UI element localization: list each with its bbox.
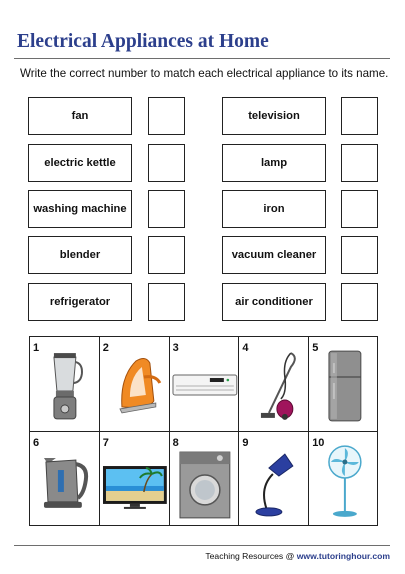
picture-cell-2 <box>100 337 170 431</box>
answer-box-iron[interactable] <box>341 190 378 228</box>
answer-box-washing-machine[interactable] <box>148 190 185 228</box>
picture-number: 7 <box>102 437 109 449</box>
lamp-icon <box>239 432 309 526</box>
name-box-electric-kettle: electric kettle <box>28 144 132 182</box>
instructions: Write the correct number to match each electrical appliance to its name. <box>20 67 389 80</box>
picture-cell-1 <box>30 337 100 431</box>
picture-cell-5 <box>309 337 379 431</box>
blender-icon <box>30 337 100 431</box>
title-divider <box>14 58 390 59</box>
name-box-air-conditioner: air conditioner <box>222 283 326 321</box>
footer-site-link[interactable]: www.tutoringhour.com <box>296 551 390 561</box>
name-box-iron: iron <box>222 190 326 228</box>
answer-box-vacuum-cleaner[interactable] <box>341 236 378 274</box>
picture-number: 3 <box>172 342 179 354</box>
name-box-vacuum-cleaner: vacuum cleaner <box>222 236 326 274</box>
picture-cell-4 <box>239 337 309 431</box>
answer-box-refrigerator[interactable] <box>148 283 185 321</box>
picture-number: 10 <box>312 437 325 449</box>
picture-cell-6 <box>30 432 100 526</box>
picture-number: 4 <box>242 342 249 354</box>
answer-box-air-conditioner[interactable] <box>341 283 378 321</box>
answer-box-blender[interactable] <box>148 236 185 274</box>
picture-number: 8 <box>172 437 179 449</box>
picture-number: 2 <box>102 342 109 354</box>
picture-cell-3 <box>170 337 240 431</box>
picture-number: 9 <box>242 437 249 449</box>
name-box-lamp: lamp <box>222 144 326 182</box>
answer-box-electric-kettle[interactable] <box>148 144 185 182</box>
picture-cell-9 <box>239 432 309 526</box>
air-conditioner-icon <box>170 337 240 431</box>
name-box-television: television <box>222 97 326 135</box>
washing-machine-icon <box>170 432 240 526</box>
picture-grid <box>29 336 378 526</box>
name-box-washing-machine: washing machine <box>28 190 132 228</box>
name-box-fan: fan <box>28 97 132 135</box>
picture-number: 6 <box>33 437 40 449</box>
iron-icon <box>100 337 170 431</box>
answer-box-lamp[interactable] <box>341 144 378 182</box>
picture-cell-7 <box>100 432 170 526</box>
television-icon <box>100 432 170 526</box>
refrigerator-icon <box>309 337 379 431</box>
vacuum-cleaner-icon <box>239 337 309 431</box>
picture-number: 5 <box>312 342 319 354</box>
picture-cell-8 <box>170 432 240 526</box>
page-title: Electrical Appliances at Home <box>17 31 269 52</box>
footer-divider <box>14 545 390 546</box>
picture-number: 1 <box>33 342 40 354</box>
fan-icon <box>309 432 379 526</box>
picture-cell-10 <box>309 432 379 526</box>
name-box-blender: blender <box>28 236 132 274</box>
footer-prefix: Teaching Resources @ <box>205 551 297 561</box>
answer-box-fan[interactable] <box>148 97 185 135</box>
electric-kettle-icon <box>30 432 100 526</box>
name-box-refrigerator: refrigerator <box>28 283 132 321</box>
footer <box>205 551 390 561</box>
answer-box-television[interactable] <box>341 97 378 135</box>
